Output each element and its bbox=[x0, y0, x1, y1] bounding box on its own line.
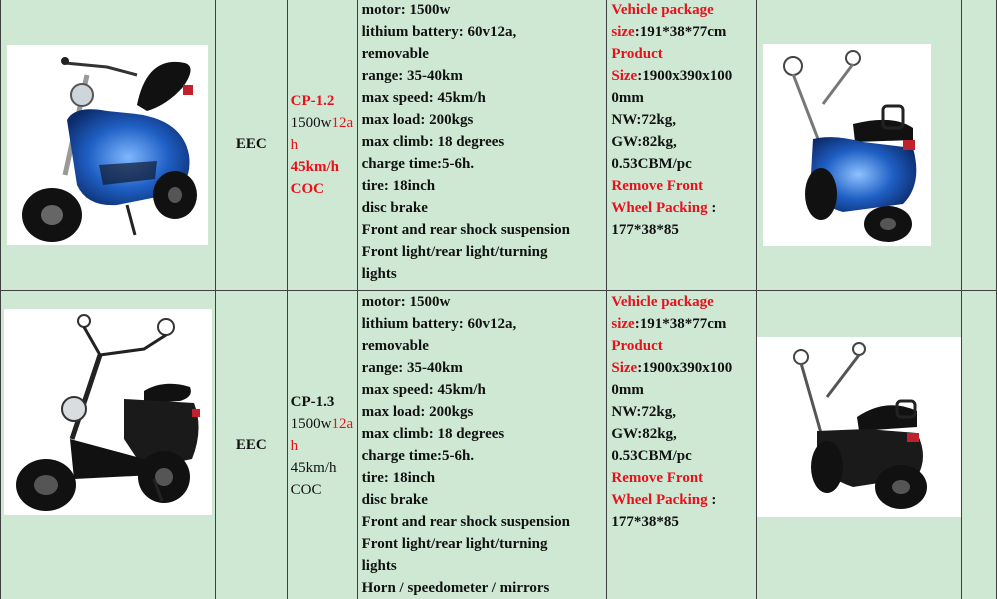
product-image-cell bbox=[757, 0, 962, 291]
vehicle-package-size: size:191*38*77cm bbox=[611, 24, 727, 40]
spec-line: motor: 1500w bbox=[361, 294, 451, 310]
wheel-packing: Wheel Packing : bbox=[611, 492, 717, 508]
product-image-cell bbox=[1, 0, 216, 291]
model-cell bbox=[287, 0, 357, 291]
certification-cell: EEC bbox=[215, 291, 287, 599]
spec-line: range: 35-40km bbox=[361, 360, 463, 376]
remove-front-value: 177*38*85 bbox=[611, 222, 679, 238]
empty-cell bbox=[962, 0, 997, 291]
gross-weight: GW:82kg, bbox=[611, 134, 677, 150]
model-speed: 45km/h bbox=[290, 158, 340, 175]
model-coc: COC bbox=[290, 481, 322, 498]
spec-line: Horn / speedometer / mirrors bbox=[361, 580, 550, 596]
spec-line: Front light/rear light/turning bbox=[361, 244, 548, 260]
spec-line: max climb: 18 degrees bbox=[361, 426, 505, 442]
spec-line: charge time:5-6h. bbox=[361, 156, 475, 172]
product-photo-right bbox=[757, 337, 961, 517]
spec-line: Front and rear shock suspension bbox=[361, 222, 571, 238]
cbm: 0.53CBM/pc bbox=[611, 156, 692, 172]
table-row bbox=[1, 0, 997, 291]
gross-weight: GW:82kg, bbox=[611, 426, 677, 442]
spec-line: removable bbox=[361, 46, 429, 62]
blue-scooter-rear-image bbox=[763, 44, 931, 246]
spec-line: max load: 200kgs bbox=[361, 404, 474, 420]
product-size-cont: 0mm bbox=[611, 90, 644, 106]
model-power-battery: 1500w12a bbox=[290, 415, 354, 432]
spec-line: lights bbox=[361, 558, 397, 574]
model-coc: COC bbox=[290, 180, 325, 197]
model-battery-suffix: h bbox=[290, 437, 299, 454]
remove-front-label: Remove Front bbox=[611, 470, 704, 486]
product-size-cont: 0mm bbox=[611, 382, 644, 398]
product-photo-left bbox=[7, 45, 208, 245]
spec-line: tire: 18inch bbox=[361, 470, 436, 486]
packing-cell bbox=[607, 0, 757, 291]
spec-line: max speed: 45km/h bbox=[361, 382, 486, 398]
spacer bbox=[611, 533, 756, 599]
cbm: 0.53CBM/pc bbox=[611, 448, 692, 464]
model-speed: 45km/h bbox=[290, 459, 337, 476]
product-photo-left bbox=[4, 309, 212, 515]
table-row bbox=[1, 291, 997, 599]
spec-line: motor: 1500w bbox=[361, 2, 451, 18]
spec-line: disc brake bbox=[361, 492, 428, 508]
wheel-packing: Wheel Packing : bbox=[611, 200, 717, 216]
model-battery-suffix: h bbox=[290, 136, 299, 153]
spec-line: range: 35-40km bbox=[361, 68, 463, 84]
specs-cell bbox=[357, 0, 607, 291]
vehicle-package-size: size:191*38*77cm bbox=[611, 316, 727, 332]
empty-cell bbox=[962, 291, 997, 599]
spec-line: tire: 18inch bbox=[361, 178, 436, 194]
vehicle-package-label: Vehicle package bbox=[611, 294, 714, 310]
spec-line: charge time:5-6h. bbox=[361, 448, 475, 464]
product-label: Product bbox=[611, 46, 663, 62]
product-label: Product bbox=[611, 338, 663, 354]
spec-line: max climb: 18 degrees bbox=[361, 134, 505, 150]
spec-line: disc brake bbox=[361, 200, 428, 216]
product-size: Size:1900x390x100 bbox=[611, 360, 733, 376]
specs-cell bbox=[357, 291, 607, 599]
model-name: CP-1.2 bbox=[290, 92, 335, 109]
black-scooter-rear-image bbox=[757, 337, 961, 517]
remove-front-value: 177*38*85 bbox=[611, 514, 679, 530]
packing-cell bbox=[607, 291, 757, 599]
spec-line: Front light/rear light/turning bbox=[361, 536, 548, 552]
spec-line: lithium battery: 60v12a, bbox=[361, 316, 517, 332]
spec-line: max speed: 45km/h bbox=[361, 90, 486, 106]
model-name: CP-1.3 bbox=[290, 393, 335, 410]
certification-cell: EEC bbox=[215, 0, 287, 291]
spec-line: Front and rear shock suspension bbox=[361, 514, 571, 530]
model-cell bbox=[287, 291, 357, 599]
spec-line: removable bbox=[361, 338, 429, 354]
spec-line: lights bbox=[361, 266, 397, 282]
net-weight: NW:72kg, bbox=[611, 112, 676, 128]
spec-line: lithium battery: 60v12a, bbox=[361, 24, 517, 40]
model-power-battery: 1500w12a bbox=[290, 114, 354, 131]
black-scooter-front-image bbox=[4, 309, 212, 515]
product-size: Size:1900x390x100 bbox=[611, 68, 733, 84]
product-image-cell bbox=[1, 291, 216, 599]
product-photo-right bbox=[763, 44, 931, 246]
vehicle-package-label: Vehicle package bbox=[611, 2, 714, 18]
net-weight: NW:72kg, bbox=[611, 404, 676, 420]
remove-front-label: Remove Front bbox=[611, 178, 704, 194]
spec-line: max load: 200kgs bbox=[361, 112, 474, 128]
blue-scooter-front-image bbox=[7, 45, 208, 245]
product-image-cell bbox=[757, 291, 962, 599]
